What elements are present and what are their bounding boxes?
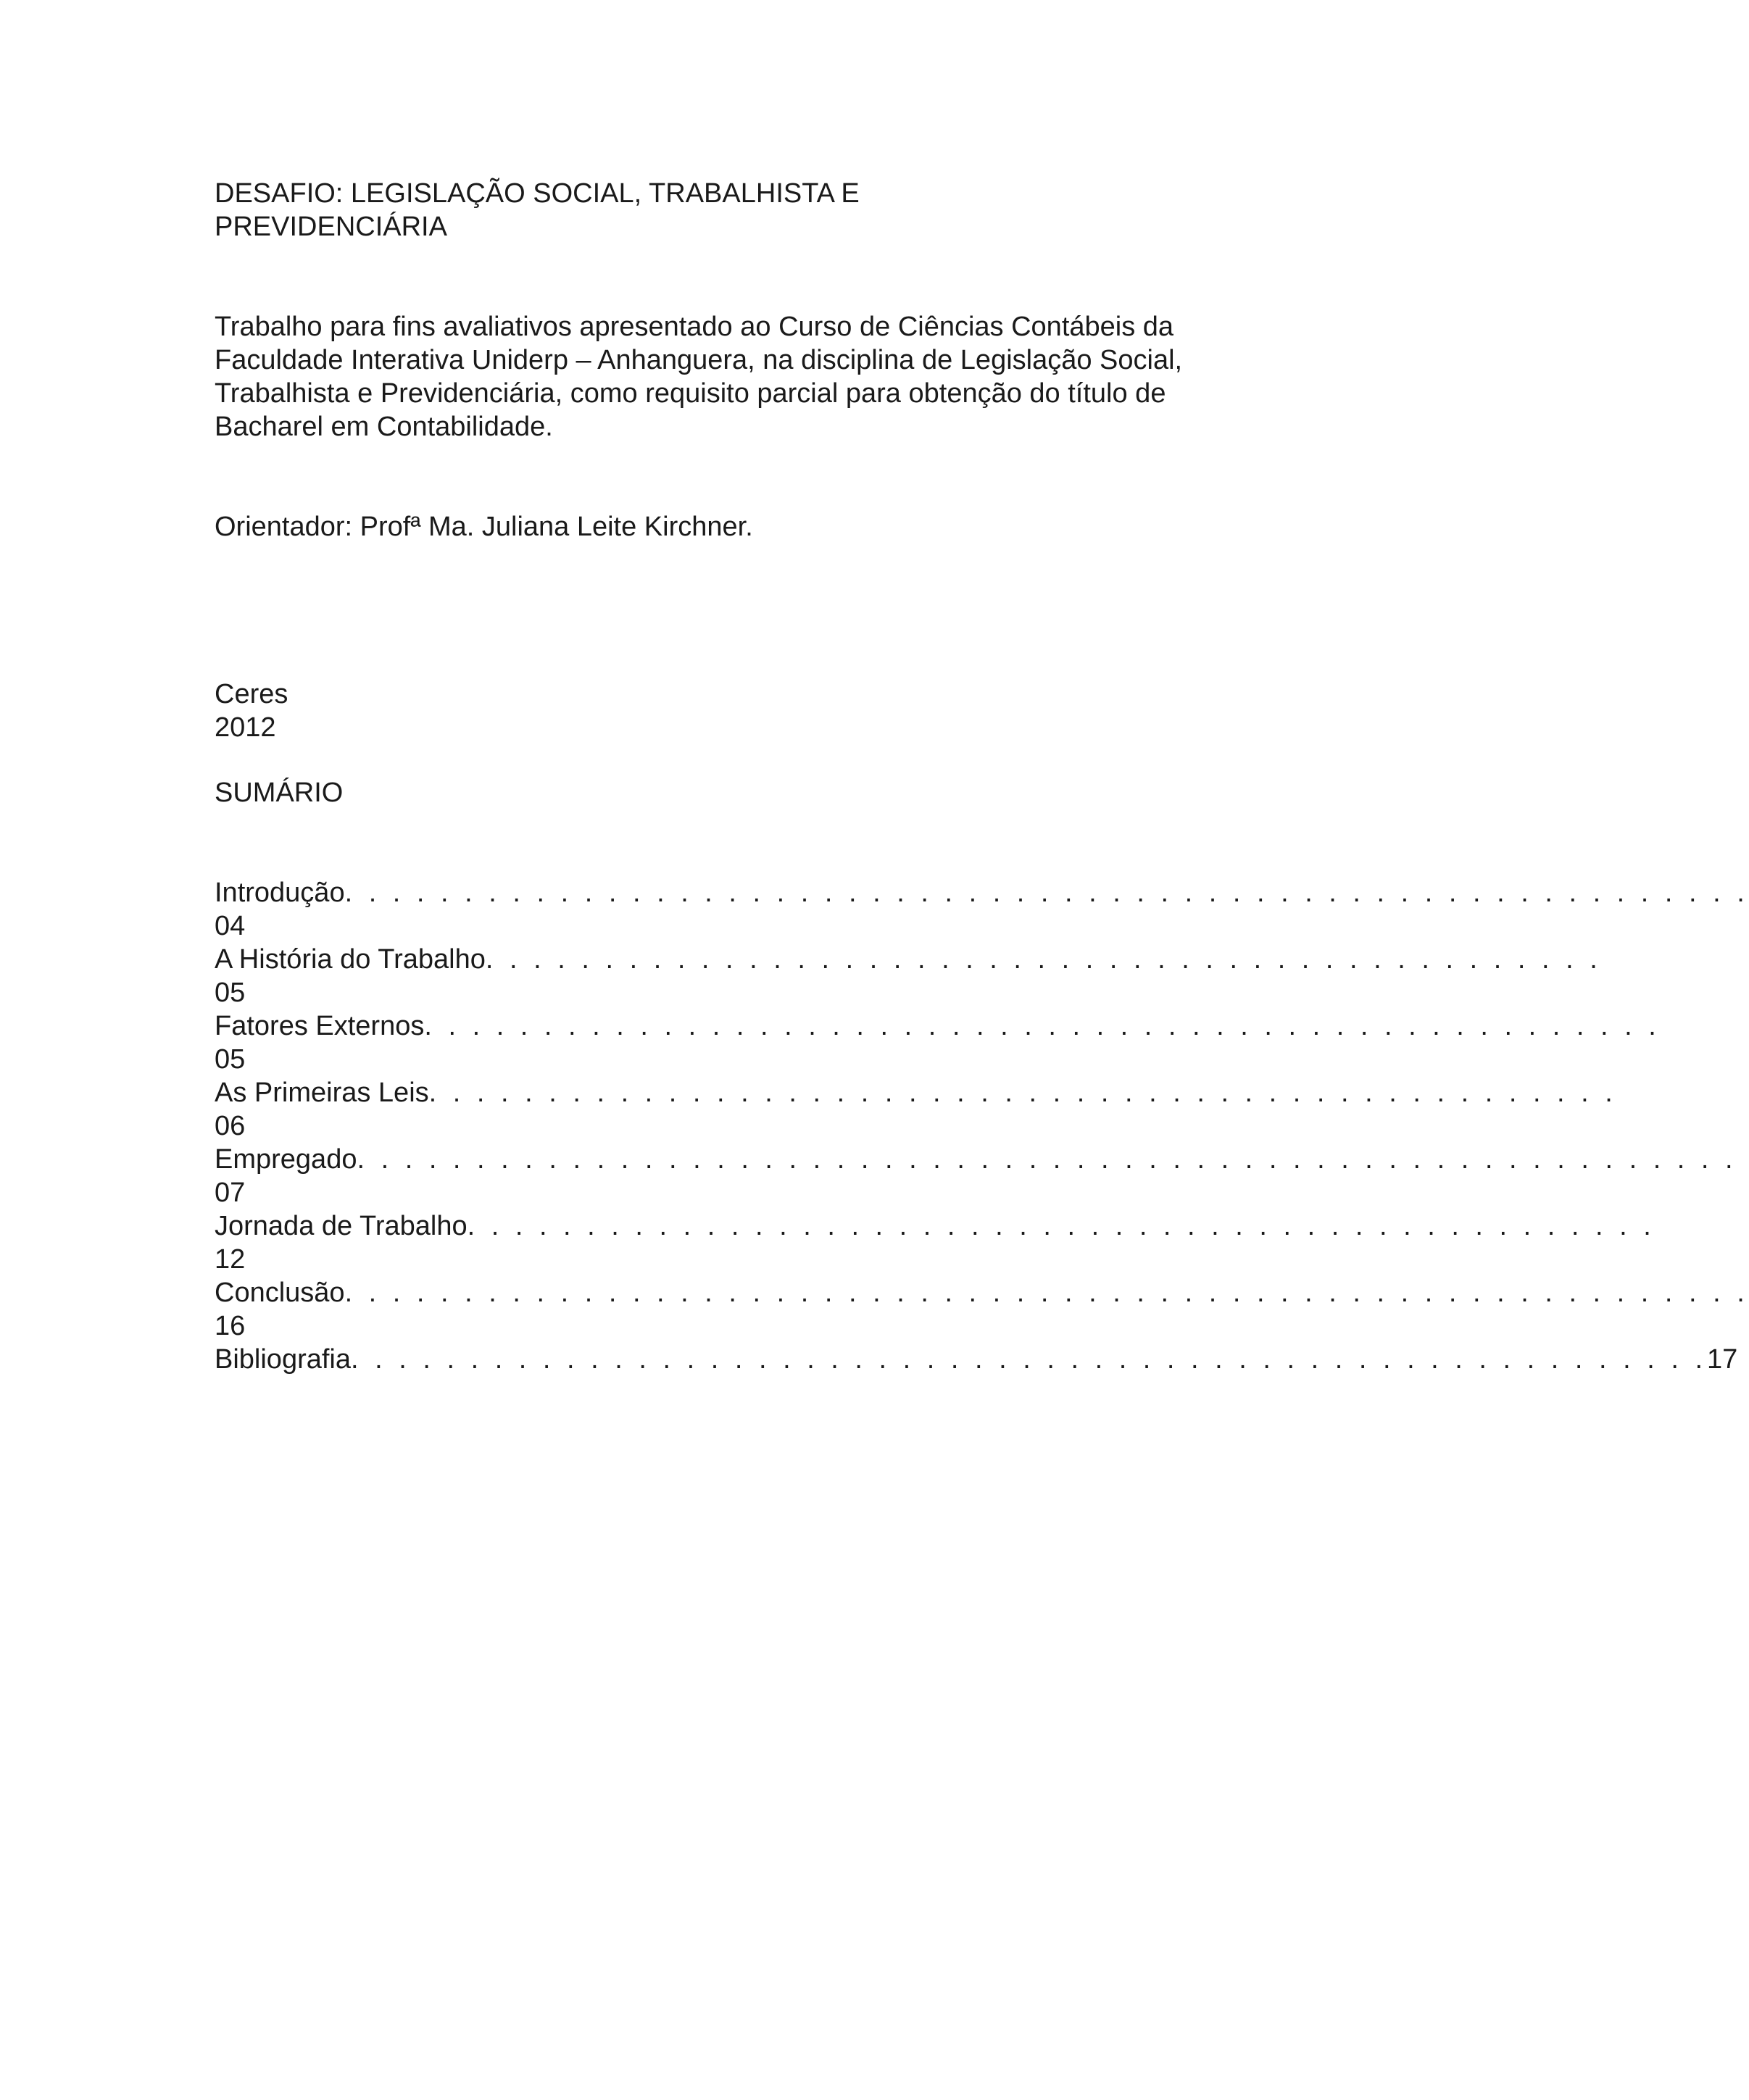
toc-leader-dots: . . . . . . . . . . . . . . . . . . . . . . . . . . . . . . . . . . . . . . . . . . . . . . . . . . <box>428 1078 1617 1108</box>
toc-entry-conclusao <box>215 1276 1749 1343</box>
toc-page-number: 16 <box>215 1311 246 1341</box>
toc-page-number: 04 <box>215 911 246 941</box>
toc-page-number: 05 <box>215 1044 246 1075</box>
toc-entry-introducao <box>215 876 1749 943</box>
toc-label: Bibliografia <box>215 1344 351 1375</box>
toc-entry-bibliografia <box>215 1343 1738 1376</box>
toc-label: Introdução <box>215 878 345 908</box>
toc-leader-dots: . . . . . . . . . . . . . . . . . . . . . . . . . . . . . . . . . . . . . . . . . . . . . . . . . . . . . . . . . . <box>357 1144 1737 1175</box>
toc-leader-dots: . . . . . . . . . . . . . . . . . . . . . . . . . . . . . . . . . . . . . . . . . . . . . . . . . . . . . . . . . . . <box>344 878 1749 908</box>
toc-leader-dots: . . . . . . . . . . . . . . . . . . . . . . . . . . . . . . . . . . . . . . . . . . . . . . . . . . . . . . . . . <box>351 1344 1708 1375</box>
toc-page-number: 07 <box>215 1178 246 1208</box>
toc-label: Conclusão <box>215 1278 345 1308</box>
toc-label: Jornada de Trabalho <box>215 1211 468 1241</box>
toc-entry-historia-do-trabalho <box>215 943 1602 1009</box>
year: 2012 <box>215 712 276 743</box>
toc-leader-dots: . . . . . . . . . . . . . . . . . . . . . . . . . . . . . . . . . . . . . . . . . . . . . . . . . . <box>467 1211 1655 1241</box>
toc-entry-empregado <box>215 1143 1737 1209</box>
toc-leader-dots: . . . . . . . . . . . . . . . . . . . . . . . . . . . . . . . . . . . . . . . . . . . . . . . <box>485 944 1602 975</box>
toc-leader-dots: . . . . . . . . . . . . . . . . . . . . . . . . . . . . . . . . . . . . . . . . . . . . . . . . . . . . <box>424 1011 1661 1041</box>
toc-entry-jornada-de-trabalho <box>215 1209 1655 1276</box>
toc-page-number: 12 <box>215 1244 246 1275</box>
toc-entry-primeiras-leis <box>215 1076 1617 1143</box>
toc-page-number: 17 <box>1707 1344 1738 1375</box>
toc-label: As Primeiras Leis <box>215 1078 429 1108</box>
advisor-line: Orientador: Profª Ma. Juliana Leite Kirchner. <box>215 512 753 542</box>
toc-leader-dots: . . . . . . . . . . . . . . . . . . . . . . . . . . . . . . . . . . . . . . . . . . . . . . . . . . . . . . . . . . . <box>344 1278 1749 1308</box>
toc-label: A História do Trabalho <box>215 944 486 975</box>
table-of-contents <box>215 876 1749 1376</box>
document-title: DESAFIO: LEGISLAÇÃO SOCIAL, TRABALHISTA E PREVIDENCIÁRIA <box>215 178 860 242</box>
toc-page-number: 06 <box>215 1111 246 1141</box>
toc-label: Fatores Externos <box>215 1011 425 1041</box>
toc-page-number: 05 <box>215 978 246 1008</box>
toc-label: Empregado <box>215 1144 357 1175</box>
document-description: Trabalho para fins avaliativos apresentado ao Curso de Ciências Contábeis da Faculdade Interativa Uniderp – Anhanguera, na disciplina de Legislação Social, Trabalhista e Previdenciária, como requisito parcial para obtenção do título de Bacharel em Contabilidade. <box>215 312 1183 442</box>
place-name: Ceres <box>215 679 288 709</box>
summary-heading: SUMÁRIO <box>215 778 344 808</box>
toc-entry-fatores-externos <box>215 1009 1661 1076</box>
